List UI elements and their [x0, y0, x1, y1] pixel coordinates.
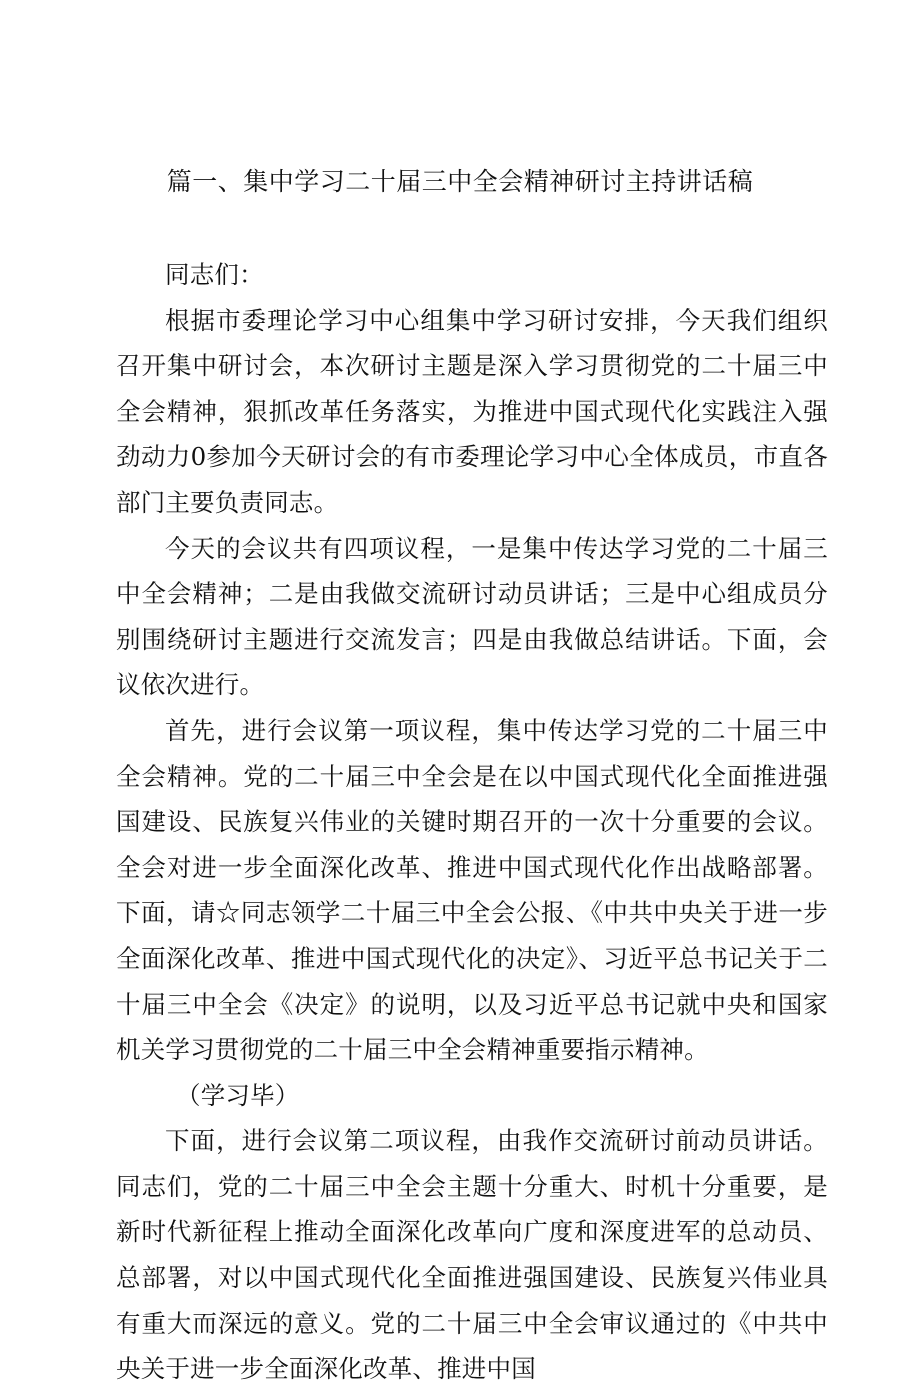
- document-title: 篇一、集中学习二十届三中全会精神研讨主持讲话稿: [166, 167, 754, 196]
- body-paragraph: 根据市委理论学习中心组集中学习研讨安排，今天我们组织召开集中研讨会，本次研讨主题是深入学习贯彻党的二十届三中全会精神，狠抓改革任务落实，为推进中国式现代化实践注入强劲动力0参加今天研讨会的有市委理论学习中心全体成员，市直各部门主要负责同志。: [116, 305, 828, 517]
- body-paragraph: 首先，进行会议第一项议程，集中传达学习党的二十届三中全会精神。党的二十届三中全会是在以中国式现代化全面推进强国建设、民族复兴伟业的关键时期召开的一次十分重要的会议。全会对进一步全面深化改革、推进中国式现代化作出战略部署。下面，请☆同志领学二十届三中全会公报、《中共中央关于进一步全面深化改革、推进中国式现代化的决定》、习近平总书记关于二十届三中全会《决定》的说明，以及习近平总书记就中央和国家机关学习贯彻党的二十届三中全会精神重要指示精神。: [116, 715, 828, 1065]
- body-paragraph: 今天的会议共有四项议程，一是集中传达学习党的二十届三中全会精神；二是由我做交流研讨动员讲话；三是中心组成员分别围绕研讨主题进行交流发言；四是由我做总结讲话。下面，会议依次进行。: [116, 533, 828, 700]
- note-paragraph: （学习毕）: [176, 1080, 300, 1110]
- document-body: [116, 252, 828, 1392]
- salutation-paragraph: 同志们：: [165, 260, 264, 289]
- body-paragraph: 下面，进行会议第二项议程，由我作交流研讨前动员讲话。同志们，党的二十届三中全会主题十分重大、时机十分重要，是新时代新征程上推动全面深化改革向广度和深度进军的总动员、总部署，对以中国式现代化全面推进强国建设、民族复兴伟业具有重大而深远的意义。党的二十届三中全会审议通过的《中共中央关于进一步全面深化改革、推进中国: [116, 1126, 828, 1384]
